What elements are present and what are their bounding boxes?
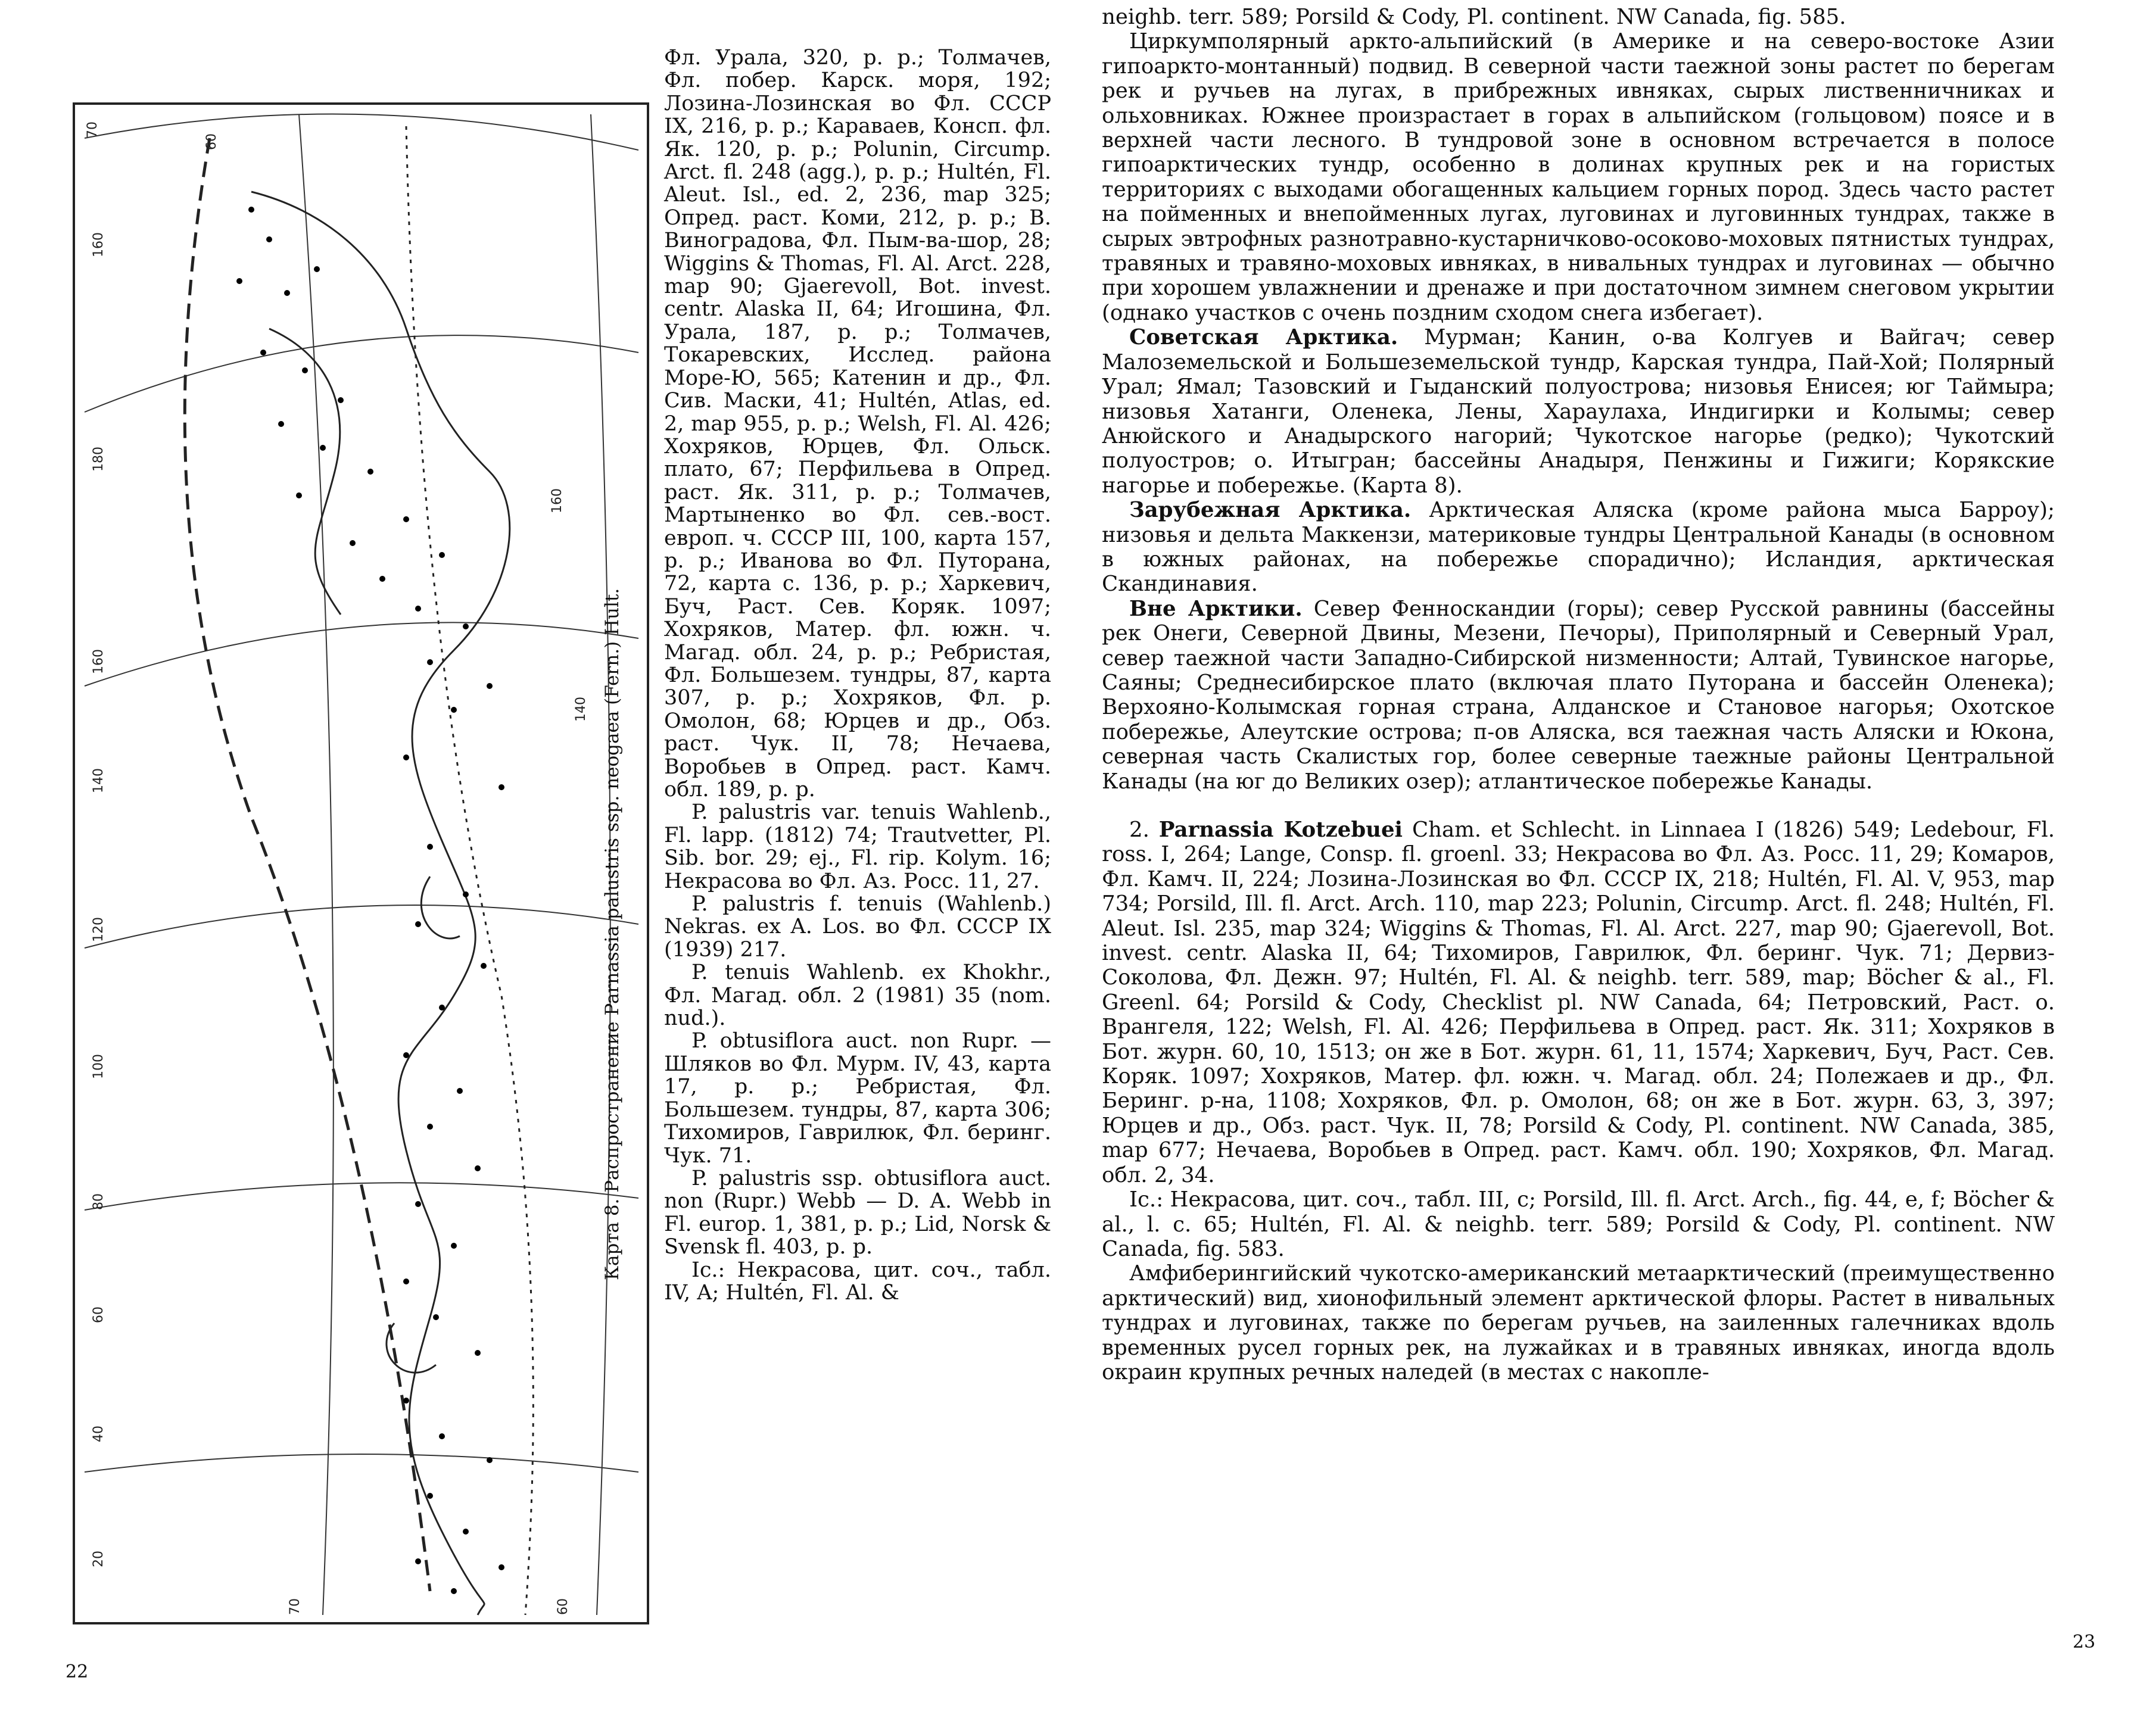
distribution-map <box>73 102 649 1624</box>
ecology-paragraph: Амфиберингийский чукотско-американский метаарктический (преимущественно арктический) вид, хионофильный элемент арктической флоры. Растет в нивальных тундрах и луговинах, также по берегам ручьев, на заиленных галечниках вдоль временных русел горных рек, на лужайках и в травяных ивняках, иногда вдоль окраин крупных речных наледей (в местах с накопле- <box>1102 1261 2055 1384</box>
synonym-paragraph: P. palustris var. tenuis Wahlenb., Fl. lapp. (1812) 74; Trautvetter, Pl. Sib. bor. 29; ej., Fl. rip. Kolym. 16; Некрасова во Фл. Аз. Росс. 11, 27. <box>664 800 1051 893</box>
section-text: Мурман; Канин, о-ва Колгуев и Вайгач; север Малоземельской и Большеземельской тундр, Карская тундра, Пай-Хой; Полярный Урал; Ямал; Тазовский и Гыданский полуострова; низовья Енисея; юг Таймыра; низовья Хатанги, Оленека, Лены, Хараулаха, Индигирки и Колымы; север Анюйского и Анадырского нагорий; Чукотское нагорье (редко); Чукотский полуостров; о. Итыгран; бассейны Анадыря, Пенжины и Гижиги; Корякские нагорье и побережье. (Карта 8). <box>1102 325 2055 498</box>
grid-label: 120 <box>91 917 106 942</box>
grid-label: 70 <box>288 1598 303 1615</box>
grid-label: 40 <box>91 1426 106 1442</box>
soviet-arctic-paragraph <box>1102 325 2055 498</box>
continued-references: neighb. terr. 589; Porsild & Cody, Pl. continent. NW Canada, fig. 585. <box>1102 5 1846 29</box>
grid-label: 70 <box>85 121 100 138</box>
species-name: Parnassia Kotzebuei <box>1158 818 1403 842</box>
treeline-dashed <box>185 138 430 1591</box>
icon-references: Ic.: Некрасова, цит. соч., табл. III, с; Porsild, Ill. fl. Arct. Arch., fig. 44, e, f; Böcher & al., l. c. 65; Hultén, Fl. Al. & neighb. terr. 589; Porsild & Cody, Pl. continent. NW Canada, fig. 583. <box>1102 1187 2055 1261</box>
map-caption: Карта 8. Распространение Parnassia palustris ssp. neogaea (Fern.) Hult. <box>602 588 623 1280</box>
outside-arctic-paragraph <box>1102 597 2055 794</box>
grid-label: 60 <box>204 133 219 150</box>
species-references: Cham. et Schlecht. in Linnaea I (1826) 549; Ledebour, Fl. ross. I, 264; Lange, Consp. fl. groenl. 33; Некрасова во Фл. Аз. Росс. 11, 29; Комаров, Фл. Камч. II, 224; Лозина-Лозинская во Фл. СССР IX, 218; Hultén, Fl. Al. V, 953, map 734; Porsild, Ill. fl. Arct. Arch. 110, map 223; Polunin, Circump. Arct. fl. 248; Hultén, Fl. Aleut. Isl. 235, map 324; Wiggins & Thomas, Fl. Al. Arct. 227, map 90; Gjaerevoll, Bot. invest. centr. Alaska II, 64; Тихомиров, Гаврилюк, Фл. беринг. Чук. 71; Дервиз-Соколова, Фл. Дежн. 97; Hultén, Fl. Al. & neighb. terr. 589, map; Böcher & al., Fl. Greenl. 64; Porsild & Cody, Checklist pl. NW Canada, 64; Петровский, Раст. о. Врангеля, 122; Welsh, Fl. Al. 426; Перфильева в Опред. раст. Як. 311; Хохряков в Бот. журн. 60, 10, 1513; он же в Бот. журн. 61, 11, 1574; Харкевич, Буч, Раст. Сев. Коряк. 1097; Хохряков, Матер. фл. южн. ч. Магад. обл. 24; Полежаев и др., Фл. Беринг. р-на, 1108; Хохряков, Фл. р. Омолон, 68; он же в Бот. журн. 63, 3, 397; Юрцев и др., Обз. раст. Чук. II, 78; Porsild & Cody, Pl. continent. NW Canada, 385, map 677; Нечаева, Воробьев в Опред. раст. Камч. обл. 190; Хохряков, Фл. Магад. обл. 2, 34. <box>1102 818 2055 1187</box>
grid-label: 180 <box>91 447 106 472</box>
page-number-left: 22 <box>66 1661 89 1682</box>
grid-label: 140 <box>574 697 588 722</box>
icon-references: Ic.: Некрасова, цит. соч., табл. IV, A; Hultén, Fl. Al. & <box>664 1258 1051 1305</box>
synonym-paragraph: P. palustris ssp. obtusiflora auct. non (Rupr.) Webb — D. A. Webb in Fl. europ. 1, 381, р. р.; Lid, Norsk & Svensk fl. 403, р. р. <box>664 1166 1051 1259</box>
section-heading: Вне Арктики. <box>1129 596 1303 621</box>
page-number-right: 23 <box>2073 1632 2096 1652</box>
grid-label: 160 <box>91 232 106 257</box>
ecology-paragraph: Циркумполярный аркто-альпийский (в Америке и на северо-востоке Азии гипоаркто-монтанный) подвид. В северной части таежной зоны растет по берегам рек и ручьев на лугах, в прибрежных ивняках, сырых лиственничниках и ольховниках. Южнее произрастает в горах в альпийском (гольцовом) поясе и в верхней части лесного. В тундровой зоне в основном встречается в полосе гипоарктических тундр, особенно в долинах крупных рек и на гористых территориях с выходами обогащенных кальцием горных пород. Здесь часто растет на пойменных и внепойменных лугах, луговинах и луговинных тундрах, также в сырых эвтрофных разнотравно-кустарничково-осоково-моховых пятнистых тундрах, травяных и травяно-моховых ивняках, в нивальных тундрах и луговинах — обычно при хорошем увлажнении и дренаже и при достаточном зимнем снеговом укрытии (однако участков с очень поздним сходом снега избегает). <box>1102 29 2055 325</box>
references-paragraph: Фл. Урала, 320, р. р.; Толмачев, Фл. побер. Карск. моря, 192; Лозина-Лозинская во Фл. СССР IX, 216, р. р.; Караваев, Консп. фл. Як. 120, р. р.; Polunin, Circump. Arct. fl. 248 (agg.), р. р.; Hultén, Fl. Aleut. Isl., ed. 2, 236, map 325; Опред. раст. Коми, 212, р. р.; В. Виноградова, Фл. Пым-ва-шор, 28; Wiggins & Thomas, Fl. Al. Arct. 228, map 90; Gjaerevoll, Bot. invest. centr. Alaska II, 64; Игошина, Фл. Урала, 187, р. р.; Толмачев, Токаревских, Исслед. района Море-Ю, 565; Катенин и др., Фл. Сив. Маски, 41; Hultén, Atlas, ed. 2, map 955, р. р.; Welsh, Fl. Al. 426; Хохряков, Юрцев, Фл. Ольск. плато, 67; Перфильева в Опред. раст. Як. 311, р. р.; Толмачев, Мартыненко во Фл. сев.-вост. европ. ч. СССР III, 100, карта 157, р. р.; Иванова во Фл. Путорана, 72, карта с. 136, р. р.; Харкевич, Буч, Раст. Сев. Коряк. 1097; Хохряков, Матер. фл. южн. ч. Магад. обл. 24, р. р.; Ребристая, Фл. Большезем. тундры, 87, карта 307, р. р.; Хохряков, Фл. р. Омолон, 68; Юрцев и др., Обз. раст. Чук. II, 78; Нечаева, Воробьев в Опред. раст. Камч. обл. 189, р. р. <box>664 46 1051 802</box>
grid-label: 60 <box>556 1598 571 1615</box>
grid-label: 60 <box>91 1306 106 1323</box>
section-heading: Советская Арктика. <box>1129 325 1398 350</box>
map-grid-labels <box>85 121 588 1615</box>
synonym-paragraph: P. obtusiflora auct. non Rupr. — Шляков во Фл. Мурм. IV, 43, карта 17, р. р.; Ребристая, Фл. Большезем. тундры, 87, карта 306; Тихомиров, Гаврилюк, Фл. беринг. Чук. 71. <box>664 1029 1051 1168</box>
grid-label: 20 <box>91 1551 106 1567</box>
grid-label: 140 <box>91 768 106 793</box>
right-page-text <box>1102 5 2055 1384</box>
grid-label: 80 <box>91 1193 106 1210</box>
species-entry <box>1102 818 2055 1187</box>
occurrence-dots <box>236 207 504 1594</box>
grid-label: 100 <box>91 1054 106 1079</box>
grid-label: 160 <box>91 649 106 674</box>
references-column <box>664 46 1051 1304</box>
map-graticule <box>85 114 638 1616</box>
region-dotted <box>406 126 533 1615</box>
coastline <box>251 192 510 1615</box>
section-text: Север Фенноскандии (горы); север Русской равнины (бассейны рек Онеги, Северной Двины, Мезени, Печоры), Приполярный и Северный Урал, север таежной части Западно-Сибирской низменности; Алтай, Тувинское нагорье, Саяны; Среднесибирское плато (включая плато Путорана и бассейн Оленека); Верхояно-Колымская горная страна, Алданское и Становое нагорья; Охотское побережье, Алеутские острова; п-ов Аляска, вся таежная часть Аляски и Юкона, северная часть Скалистых гор, более северные таежные районы Центральной Канады (на юг до Великих озер); атлантическое побережье Канады. <box>1102 596 2055 794</box>
foreign-arctic-paragraph <box>1102 498 2055 597</box>
section-text: Арктическая Аляска (кроме района мыса Барроу); низовья и дельта Маккензи, материковые тундры Центральной Канады (в основном в южных районах, на побережье спорадично); Исландия, арктическая Скандинавия. <box>1102 498 2055 597</box>
grid-label: 160 <box>550 488 565 513</box>
synonym-paragraph: P. tenuis Wahlenb. ex Khokhr., Фл. Магад. обл. 2 (1981) 35 (nom. nud.). <box>664 961 1051 1031</box>
synonym-paragraph: P. palustris f. tenuis (Wahlenb.) Nekras. ex A. Los. во Фл. СССР IX (1939) 217. <box>664 892 1051 962</box>
section-heading: Зарубежная Арктика. <box>1129 498 1412 523</box>
species-number: 2. <box>1129 818 1149 842</box>
